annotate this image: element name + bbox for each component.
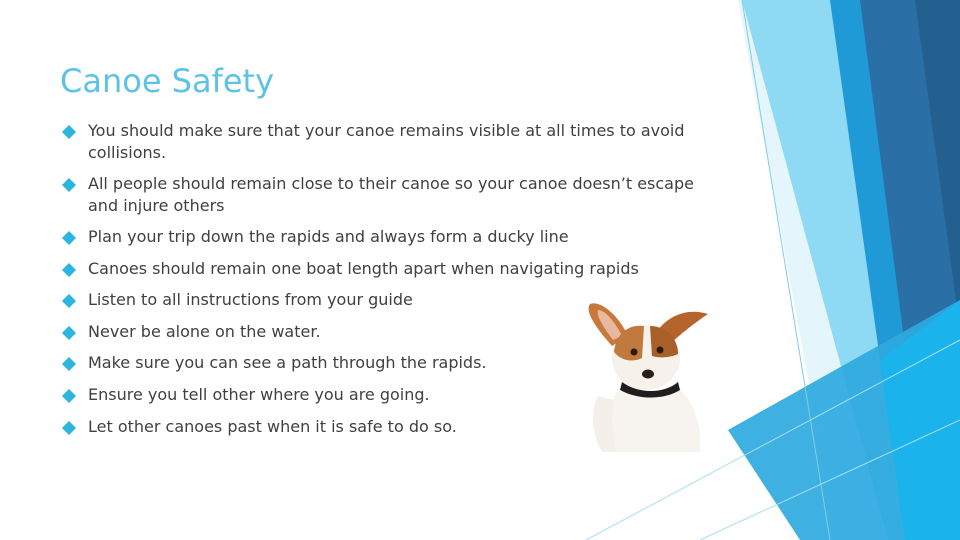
- dog-eye-left: [631, 349, 638, 356]
- bullet-text: Plan your trip down the rapids and always form a ducky line: [88, 227, 569, 246]
- diamond-bullet-icon: [62, 357, 76, 371]
- dog-nose: [642, 370, 654, 379]
- dog-body: [612, 390, 700, 452]
- slide-title: Canoe Safety: [60, 62, 275, 100]
- diamond-bullet-icon: [62, 294, 76, 308]
- bullet-text: Never be alone on the water.: [88, 322, 321, 341]
- diamond-bullet-icon: [62, 231, 76, 245]
- bullet-text: Listen to all instructions from your guide: [88, 290, 413, 309]
- bullet-text: You should make sure that your canoe remains visible at all times to avoid collisions.: [88, 121, 685, 162]
- bullet-text: All people should remain close to their canoe so your canoe doesn’t escape and injure others: [88, 174, 694, 215]
- bullet-text: Make sure you can see a path through the rapids.: [88, 353, 487, 372]
- diamond-bullet-icon: [62, 263, 76, 277]
- dog-eye-right: [657, 347, 664, 354]
- diamond-bullet-icon: [62, 125, 76, 139]
- dog-listening-photo: [550, 300, 715, 452]
- bullet-text: Let other canoes past when it is safe to do so.: [88, 417, 457, 436]
- diamond-bullet-icon: [62, 421, 76, 435]
- bullet-text: Canoes should remain one boat length apart when navigating rapids: [88, 259, 639, 278]
- diamond-bullet-icon: [62, 389, 76, 403]
- diamond-bullet-icon: [62, 326, 76, 340]
- bullet-text: Ensure you tell other where you are going.: [88, 385, 430, 404]
- diamond-bullet-icon: [62, 178, 76, 192]
